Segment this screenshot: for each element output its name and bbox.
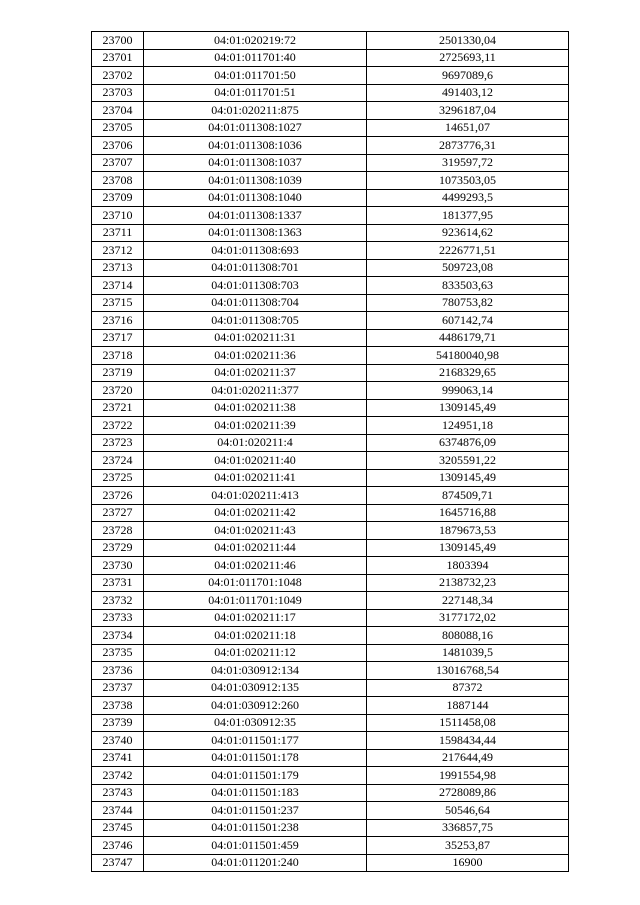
- cadastral-number-cell: 04:01:020211:18: [144, 627, 367, 645]
- table-row: [92, 732, 569, 750]
- row-number-cell: 23707: [92, 154, 144, 172]
- table-row: [92, 259, 569, 277]
- cadastral-value-cell: 1879673,53: [367, 522, 569, 540]
- table-row: [92, 767, 569, 785]
- cadastral-value-cell: 87372: [367, 679, 569, 697]
- cadastral-number-cell: 04:01:011701:1049: [144, 592, 367, 610]
- cadastral-value-cell: 1991554,98: [367, 767, 569, 785]
- row-number-cell: 23742: [92, 767, 144, 785]
- row-number-cell: 23711: [92, 224, 144, 242]
- row-number-cell: 23726: [92, 487, 144, 505]
- row-number-cell: 23705: [92, 119, 144, 137]
- cadastral-number-cell: 04:01:020211:46: [144, 557, 367, 575]
- cadastral-number-cell: 04:01:011201:240: [144, 854, 367, 872]
- row-number-cell: 23713: [92, 259, 144, 277]
- cadastral-value-cell: 607142,74: [367, 312, 569, 330]
- cadastral-number-cell: 04:01:011501:459: [144, 837, 367, 855]
- table-row: [92, 137, 569, 155]
- cadastral-number-cell: 04:01:011308:705: [144, 312, 367, 330]
- table-row: [92, 399, 569, 417]
- cadastral-number-cell: 04:01:030912:135: [144, 679, 367, 697]
- row-number-cell: 23712: [92, 242, 144, 260]
- row-number-cell: 23703: [92, 84, 144, 102]
- row-number-cell: 23738: [92, 697, 144, 715]
- cadastral-number-cell: 04:01:011308:693: [144, 242, 367, 260]
- cadastral-value-cell: 491403,12: [367, 84, 569, 102]
- row-number-cell: 23700: [92, 32, 144, 50]
- cadastral-number-cell: 04:01:011308:1037: [144, 154, 367, 172]
- cadastral-value-cell: 1073503,05: [367, 172, 569, 190]
- cadastral-value-cell: 4486179,71: [367, 329, 569, 347]
- row-number-cell: 23718: [92, 347, 144, 365]
- table-row: [92, 557, 569, 575]
- cadastral-value-cell: 336857,75: [367, 819, 569, 837]
- cadastral-number-cell: 04:01:020211:31: [144, 329, 367, 347]
- cadastral-value-cell: 14651,07: [367, 119, 569, 137]
- table-row: [92, 802, 569, 820]
- table-row: [92, 679, 569, 697]
- cadastral-number-cell: 04:01:011701:50: [144, 67, 367, 85]
- row-number-cell: 23741: [92, 749, 144, 767]
- row-number-cell: 23706: [92, 137, 144, 155]
- cadastral-number-cell: 04:01:011501:237: [144, 802, 367, 820]
- cadastral-value-cell: 4499293,5: [367, 189, 569, 207]
- table-row: [92, 504, 569, 522]
- table-body: [92, 32, 569, 872]
- cadastral-number-cell: 04:01:011308:1337: [144, 207, 367, 225]
- cadastral-value-cell: 3205591,22: [367, 452, 569, 470]
- table-row: [92, 452, 569, 470]
- cadastral-number-cell: 04:01:020211:4: [144, 434, 367, 452]
- cadastral-number-cell: 04:01:011701:40: [144, 49, 367, 67]
- cadastral-value-cell: 2873776,31: [367, 137, 569, 155]
- cadastral-value-cell: 13016768,54: [367, 662, 569, 680]
- row-number-cell: 23732: [92, 592, 144, 610]
- table-row: [92, 662, 569, 680]
- row-number-cell: 23735: [92, 644, 144, 662]
- cadastral-number-cell: 04:01:030912:260: [144, 697, 367, 715]
- cadastral-number-cell: 04:01:020211:377: [144, 382, 367, 400]
- cadastral-value-cell: 181377,95: [367, 207, 569, 225]
- row-number-cell: 23709: [92, 189, 144, 207]
- table-row: [92, 154, 569, 172]
- cadastral-number-cell: 04:01:030912:134: [144, 662, 367, 680]
- row-number-cell: 23743: [92, 784, 144, 802]
- row-number-cell: 23722: [92, 417, 144, 435]
- cadastral-value-cell: 1803394: [367, 557, 569, 575]
- cadastral-value-cell: 2728089,86: [367, 784, 569, 802]
- cadastral-value-cell: 999063,14: [367, 382, 569, 400]
- table-row: [92, 329, 569, 347]
- cadastral-value-cell: 2138732,23: [367, 574, 569, 592]
- table-row: [92, 714, 569, 732]
- cadastral-number-cell: 04:01:011308:1040: [144, 189, 367, 207]
- table-row: [92, 277, 569, 295]
- cadastral-value-cell: 1598434,44: [367, 732, 569, 750]
- row-number-cell: 23702: [92, 67, 144, 85]
- cadastral-number-cell: 04:01:020211:413: [144, 487, 367, 505]
- cadastral-number-cell: 04:01:011501:177: [144, 732, 367, 750]
- cadastral-value-cell: 1511458,08: [367, 714, 569, 732]
- cadastral-number-cell: 04:01:011308:704: [144, 294, 367, 312]
- row-number-cell: 23708: [92, 172, 144, 190]
- cadastral-value-cell: 2226771,51: [367, 242, 569, 260]
- cadastral-number-cell: 04:01:020211:43: [144, 522, 367, 540]
- cadastral-number-cell: 04:01:020211:40: [144, 452, 367, 470]
- cadastral-value-cell: 1887144: [367, 697, 569, 715]
- cadastral-value-cell: 50546,64: [367, 802, 569, 820]
- cadastral-number-cell: 04:01:011701:1048: [144, 574, 367, 592]
- table-row: [92, 539, 569, 557]
- cadastral-number-cell: 04:01:011501:179: [144, 767, 367, 785]
- table-row: [92, 102, 569, 120]
- cadastral-number-cell: 04:01:020211:41: [144, 469, 367, 487]
- cadastral-number-cell: 04:01:011701:51: [144, 84, 367, 102]
- table-row: [92, 417, 569, 435]
- cadastral-value-cell: 3177172,02: [367, 609, 569, 627]
- row-number-cell: 23734: [92, 627, 144, 645]
- table-row: [92, 67, 569, 85]
- row-number-cell: 23746: [92, 837, 144, 855]
- cadastral-value-cell: 319597,72: [367, 154, 569, 172]
- cadastral-number-cell: 04:01:011308:1039: [144, 172, 367, 190]
- cadastral-number-cell: 04:01:020211:36: [144, 347, 367, 365]
- row-number-cell: 23714: [92, 277, 144, 295]
- cadastral-value-cell: 1309145,49: [367, 399, 569, 417]
- table-row: [92, 189, 569, 207]
- cadastral-value-cell: 2501330,04: [367, 32, 569, 50]
- table-row: [92, 49, 569, 67]
- row-number-cell: 23724: [92, 452, 144, 470]
- row-number-cell: 23720: [92, 382, 144, 400]
- cadastral-number-cell: 04:01:011308:703: [144, 277, 367, 295]
- cadastral-value-cell: 16900: [367, 854, 569, 872]
- table-row: [92, 697, 569, 715]
- cadastral-value-cell: 35253,87: [367, 837, 569, 855]
- cadastral-value-cell: 923614,62: [367, 224, 569, 242]
- cadastral-number-cell: 04:01:030912:35: [144, 714, 367, 732]
- row-number-cell: 23710: [92, 207, 144, 225]
- cadastral-value-cell: 780753,82: [367, 294, 569, 312]
- table-row: [92, 487, 569, 505]
- cadastral-number-cell: 04:01:020211:17: [144, 609, 367, 627]
- table-row: [92, 312, 569, 330]
- cadastral-value-cell: 2725693,11: [367, 49, 569, 67]
- cadastral-number-cell: 04:01:020211:38: [144, 399, 367, 417]
- table-row: [92, 434, 569, 452]
- table-row: [92, 242, 569, 260]
- table-row: [92, 522, 569, 540]
- row-number-cell: 23719: [92, 364, 144, 382]
- row-number-cell: 23747: [92, 854, 144, 872]
- row-number-cell: 23723: [92, 434, 144, 452]
- row-number-cell: 23721: [92, 399, 144, 417]
- cadastral-value-cell: 1645716,88: [367, 504, 569, 522]
- table-row: [92, 119, 569, 137]
- row-number-cell: 23745: [92, 819, 144, 837]
- cadastral-number-cell: 04:01:020211:37: [144, 364, 367, 382]
- cadastral-value-cell: 3296187,04: [367, 102, 569, 120]
- cadastral-value-cell: 833503,63: [367, 277, 569, 295]
- cadastral-value-cell: 54180040,98: [367, 347, 569, 365]
- cadastral-value-cell: 874509,71: [367, 487, 569, 505]
- cadastral-value-cell: 509723,08: [367, 259, 569, 277]
- cadastral-number-cell: 04:01:011308:1027: [144, 119, 367, 137]
- row-number-cell: 23715: [92, 294, 144, 312]
- row-number-cell: 23736: [92, 662, 144, 680]
- row-number-cell: 23728: [92, 522, 144, 540]
- cadastral-value-cell: 9697089,6: [367, 67, 569, 85]
- cadastral-number-cell: 04:01:020211:39: [144, 417, 367, 435]
- table-row: [92, 32, 569, 50]
- table-row: [92, 609, 569, 627]
- table-row: [92, 364, 569, 382]
- cadastral-number-cell: 04:01:020211:12: [144, 644, 367, 662]
- row-number-cell: 23704: [92, 102, 144, 120]
- cadastral-value-cell: 124951,18: [367, 417, 569, 435]
- cadastral-number-cell: 04:01:011501:178: [144, 749, 367, 767]
- cadastral-value-cell: 1309145,49: [367, 539, 569, 557]
- cadastral-value-cell: 227148,34: [367, 592, 569, 610]
- cadastral-number-cell: 04:01:011308:1036: [144, 137, 367, 155]
- table-row: [92, 749, 569, 767]
- cadastral-number-cell: 04:01:020219:72: [144, 32, 367, 50]
- cadastral-number-cell: 04:01:020211:44: [144, 539, 367, 557]
- table-row: [92, 84, 569, 102]
- cadastral-number-cell: 04:01:011308:701: [144, 259, 367, 277]
- table-row: [92, 854, 569, 872]
- table-row: [92, 837, 569, 855]
- cadastral-value-cell: 808088,16: [367, 627, 569, 645]
- row-number-cell: 23729: [92, 539, 144, 557]
- row-number-cell: 23733: [92, 609, 144, 627]
- table-row: [92, 627, 569, 645]
- table-row: [92, 644, 569, 662]
- row-number-cell: 23701: [92, 49, 144, 67]
- row-number-cell: 23739: [92, 714, 144, 732]
- table-row: [92, 294, 569, 312]
- row-number-cell: 23740: [92, 732, 144, 750]
- row-number-cell: 23716: [92, 312, 144, 330]
- cadastral-value-cell: 1309145,49: [367, 469, 569, 487]
- cadastral-value-cell: 6374876,09: [367, 434, 569, 452]
- row-number-cell: 23717: [92, 329, 144, 347]
- row-number-cell: 23731: [92, 574, 144, 592]
- cadastral-number-cell: 04:01:011308:1363: [144, 224, 367, 242]
- cadastral-value-table: [91, 31, 569, 872]
- table-row: [92, 592, 569, 610]
- cadastral-number-cell: 04:01:011501:183: [144, 784, 367, 802]
- table-row: [92, 224, 569, 242]
- cadastral-value-cell: 2168329,65: [367, 364, 569, 382]
- cadastral-value-cell: 1481039,5: [367, 644, 569, 662]
- cadastral-number-cell: 04:01:020211:875: [144, 102, 367, 120]
- table-row: [92, 819, 569, 837]
- row-number-cell: 23744: [92, 802, 144, 820]
- table-row: [92, 574, 569, 592]
- row-number-cell: 23730: [92, 557, 144, 575]
- table-row: [92, 207, 569, 225]
- row-number-cell: 23725: [92, 469, 144, 487]
- table-row: [92, 347, 569, 365]
- cadastral-number-cell: 04:01:011501:238: [144, 819, 367, 837]
- row-number-cell: 23737: [92, 679, 144, 697]
- table-row: [92, 469, 569, 487]
- table-row: [92, 382, 569, 400]
- table-row: [92, 172, 569, 190]
- cadastral-value-cell: 217644,49: [367, 749, 569, 767]
- row-number-cell: 23727: [92, 504, 144, 522]
- table-row: [92, 784, 569, 802]
- cadastral-number-cell: 04:01:020211:42: [144, 504, 367, 522]
